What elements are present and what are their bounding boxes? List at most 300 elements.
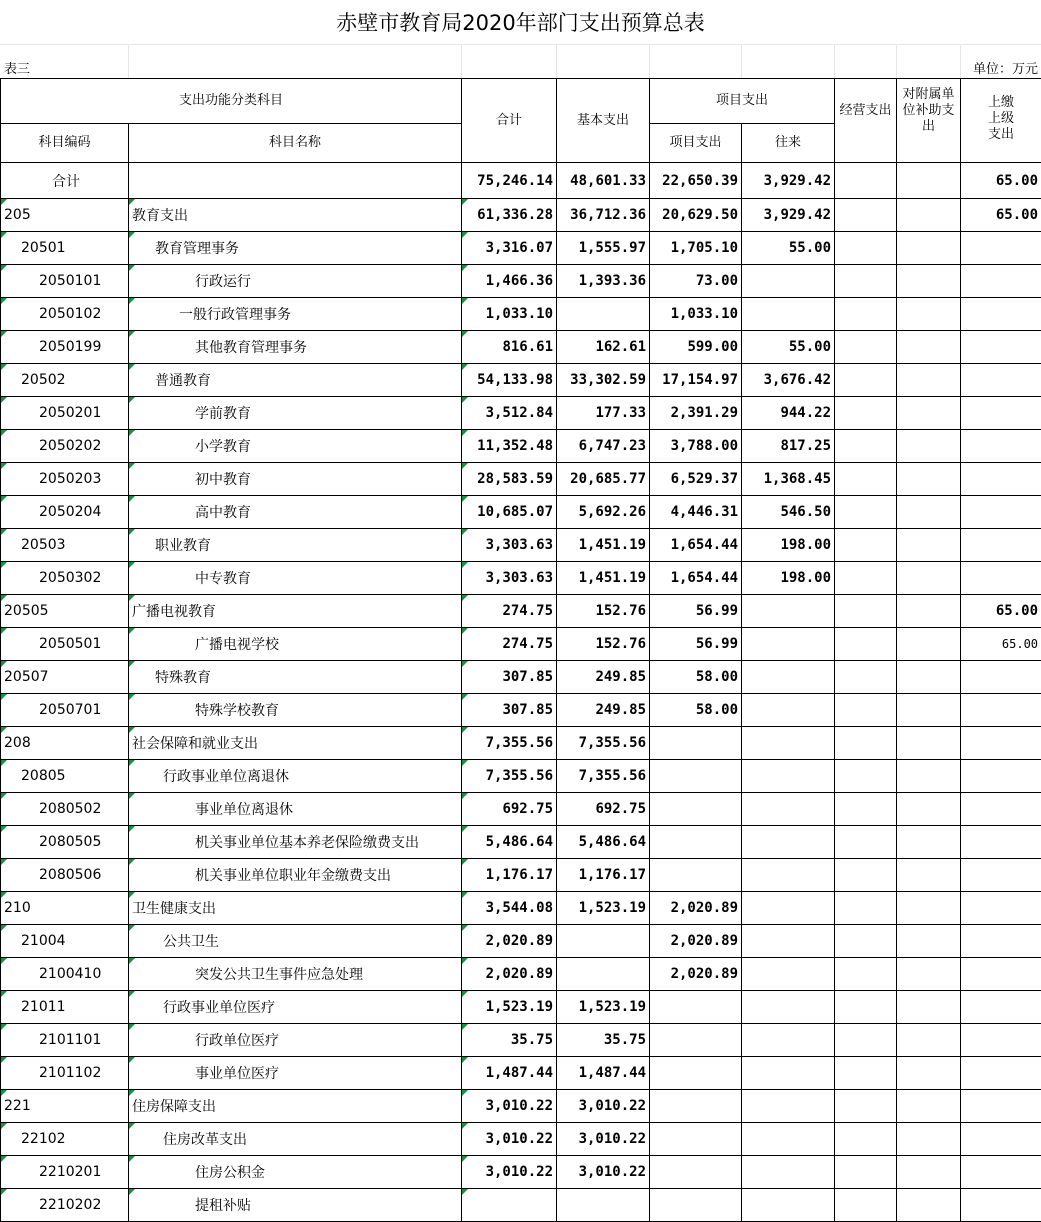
cell-subsidiary: [897, 1090, 961, 1123]
cell-code: 20805: [1, 760, 129, 793]
grid-line: [896, 44, 897, 78]
cell-operating: [835, 694, 897, 727]
cell-subsidiary: [897, 496, 961, 529]
cell-basic: 1,555.97: [557, 232, 650, 265]
cell-total: 3,512.84: [462, 397, 557, 430]
cell-upper: [961, 694, 1041, 727]
cell-total: 692.75: [462, 793, 557, 826]
cell-operating: [835, 397, 897, 430]
cell-subsidiary: [897, 1123, 961, 1156]
cell-project: [650, 1090, 742, 1123]
cell-transfer: [742, 661, 835, 694]
cell-code: 2080506: [1, 859, 129, 892]
cell-name: 行政运行: [129, 265, 462, 298]
cell-subsidiary: [897, 760, 961, 793]
cell-name: 其他教育管理事务: [129, 331, 462, 364]
cell-operating: [835, 1024, 897, 1057]
cell-subsidiary: [897, 958, 961, 991]
cell-total: 3,010.22: [462, 1156, 557, 1189]
cell-total: 3,316.07: [462, 232, 557, 265]
cell-basic: 177.33: [557, 397, 650, 430]
table-row: [1, 463, 1041, 496]
cell-code: 2050701: [1, 694, 129, 727]
cell-transfer: [742, 1057, 835, 1090]
cell-code: 合计: [1, 163, 129, 199]
table-row: [1, 595, 1041, 628]
cell-upper: [961, 826, 1041, 859]
cell-subsidiary: [897, 661, 961, 694]
cell-code: 2050204: [1, 496, 129, 529]
cell-total: 54,133.98: [462, 364, 557, 397]
cell-subsidiary: [897, 1156, 961, 1189]
cell-basic: 1,176.17: [557, 859, 650, 892]
cell-subsidiary: [897, 1189, 961, 1222]
cell-upper: [961, 331, 1041, 364]
cell-basic: 5,692.26: [557, 496, 650, 529]
cell-transfer: [742, 265, 835, 298]
cell-basic: 35.75: [557, 1024, 650, 1057]
cell-total: 28,583.59: [462, 463, 557, 496]
cell-basic: 152.76: [557, 628, 650, 661]
cell-basic: 1,523.19: [557, 991, 650, 1024]
grid-line: [128, 44, 129, 78]
cell-name: 普通教育: [129, 364, 462, 397]
cell-name: 住房改革支出: [129, 1123, 462, 1156]
cell-upper: [961, 562, 1041, 595]
cell-total: 61,336.28: [462, 199, 557, 232]
cell-code: 2050201: [1, 397, 129, 430]
cell-subsidiary: [897, 397, 961, 430]
cell-subsidiary: [897, 199, 961, 232]
cell-transfer: 3,676.42: [742, 364, 835, 397]
cell-operating: [835, 562, 897, 595]
cell-project: 1,033.10: [650, 298, 742, 331]
cell-basic: 7,355.56: [557, 760, 650, 793]
cell-operating: [835, 595, 897, 628]
cell-total: 3,303.63: [462, 562, 557, 595]
cell-total: 7,355.56: [462, 760, 557, 793]
cell-code: 2210201: [1, 1156, 129, 1189]
cell-basic: 3,010.22: [557, 1123, 650, 1156]
cell-basic: 5,486.64: [557, 826, 650, 859]
table-row: [1, 694, 1041, 727]
cell-project: [650, 1057, 742, 1090]
cell-name: 突发公共卫生事件应急处理: [129, 958, 462, 991]
cell-upper: 65.00: [961, 628, 1041, 661]
header-subsidiary: 对附属单位补助支出: [897, 79, 961, 163]
table-row: [1, 331, 1041, 364]
cell-project: 73.00: [650, 265, 742, 298]
cell-name: 机关事业单位职业年金缴费支出: [129, 859, 462, 892]
cell-total: 75,246.14: [462, 163, 557, 199]
table-row: [1, 1024, 1041, 1057]
table-row: [1, 529, 1041, 562]
cell-transfer: [742, 1156, 835, 1189]
cell-project: 58.00: [650, 694, 742, 727]
cell-operating: [835, 331, 897, 364]
table-row: [1, 958, 1041, 991]
cell-operating: [835, 859, 897, 892]
cell-subsidiary: [897, 562, 961, 595]
cell-code: 21011: [1, 991, 129, 1024]
cell-basic: 162.61: [557, 331, 650, 364]
cell-code: 2101102: [1, 1057, 129, 1090]
table-row: [1, 364, 1041, 397]
cell-basic: 1,451.19: [557, 529, 650, 562]
cell-transfer: [742, 958, 835, 991]
cell-total: 35.75: [462, 1024, 557, 1057]
cell-subsidiary: [897, 1057, 961, 1090]
cell-basic: 3,010.22: [557, 1090, 650, 1123]
grid-line: [960, 44, 961, 78]
cell-total: 3,010.22: [462, 1090, 557, 1123]
cell-total: 816.61: [462, 331, 557, 364]
cell-project: [650, 859, 742, 892]
cell-code: 22102: [1, 1123, 129, 1156]
cell-transfer: [742, 1189, 835, 1222]
table-row: [1, 1090, 1041, 1123]
cell-transfer: [742, 1024, 835, 1057]
cell-basic: 20,685.77: [557, 463, 650, 496]
header-code: 科目编码: [1, 124, 129, 163]
cell-basic: 249.85: [557, 694, 650, 727]
cell-name: 学前教育: [129, 397, 462, 430]
cell-name: 特殊教育: [129, 661, 462, 694]
cell-code: 2050102: [1, 298, 129, 331]
cell-total: 1,176.17: [462, 859, 557, 892]
table-row: [1, 298, 1041, 331]
header-upper: 上缴上级支出: [961, 79, 1041, 163]
table-row: [1, 859, 1041, 892]
cell-project: 22,650.39: [650, 163, 742, 199]
header-operating: 经营支出: [835, 79, 897, 163]
cell-code: 2080502: [1, 793, 129, 826]
cell-code: 21004: [1, 925, 129, 958]
cell-name: 广播电视学校: [129, 628, 462, 661]
cell-project: [650, 793, 742, 826]
cell-code: 2050501: [1, 628, 129, 661]
cell-subsidiary: [897, 892, 961, 925]
cell-project: 2,020.89: [650, 958, 742, 991]
cell-name: 提租补贴: [129, 1189, 462, 1222]
cell-upper: 65.00: [961, 163, 1041, 199]
grid-line: [461, 44, 462, 78]
cell-code: 2050199: [1, 331, 129, 364]
cell-transfer: [742, 793, 835, 826]
table-row: [1, 1123, 1041, 1156]
cell-name: 一般行政管理事务: [129, 298, 462, 331]
cell-operating: [835, 199, 897, 232]
cell-operating: [835, 496, 897, 529]
cell-operating: [835, 529, 897, 562]
cell-basic: [557, 958, 650, 991]
cell-transfer: 55.00: [742, 232, 835, 265]
cell-upper: [961, 991, 1041, 1024]
cell-subsidiary: [897, 331, 961, 364]
cell-name: 卫生健康支出: [129, 892, 462, 925]
table-row: [1, 199, 1041, 232]
cell-operating: [835, 463, 897, 496]
cell-subsidiary: [897, 163, 961, 199]
cell-name: 广播电视教育: [129, 595, 462, 628]
cell-operating: [835, 163, 897, 199]
table-row: [1, 991, 1041, 1024]
table-row: [1, 1189, 1041, 1222]
cell-basic: 1,523.19: [557, 892, 650, 925]
cell-code: 2050203: [1, 463, 129, 496]
cell-transfer: [742, 595, 835, 628]
cell-name: 社会保障和就业支出: [129, 727, 462, 760]
cell-name: 初中教育: [129, 463, 462, 496]
cell-project: 599.00: [650, 331, 742, 364]
cell-operating: [835, 364, 897, 397]
cell-project: [650, 1024, 742, 1057]
cell-total: 1,523.19: [462, 991, 557, 1024]
cell-basic: 48,601.33: [557, 163, 650, 199]
cell-name: 住房公积金: [129, 1156, 462, 1189]
cell-total: 7,355.56: [462, 727, 557, 760]
cell-project: 56.99: [650, 628, 742, 661]
cell-subsidiary: [897, 859, 961, 892]
cell-transfer: 1,368.45: [742, 463, 835, 496]
cell-project: 2,020.89: [650, 892, 742, 925]
cell-upper: [961, 364, 1041, 397]
cell-total: 1,466.36: [462, 265, 557, 298]
cell-name: 行政事业单位医疗: [129, 991, 462, 1024]
table-row: [1, 430, 1041, 463]
cell-code: 20501: [1, 232, 129, 265]
cell-project: 1,654.44: [650, 529, 742, 562]
cell-subsidiary: [897, 925, 961, 958]
cell-subsidiary: [897, 364, 961, 397]
cell-total: 274.75: [462, 628, 557, 661]
cell-upper: [961, 793, 1041, 826]
cell-total: [462, 1189, 557, 1222]
cell-upper: [961, 463, 1041, 496]
cell-upper: 65.00: [961, 199, 1041, 232]
cell-upper: [961, 1123, 1041, 1156]
table-row: [1, 562, 1041, 595]
cell-upper: [961, 760, 1041, 793]
cell-upper: [961, 430, 1041, 463]
cell-basic: 1,393.36: [557, 265, 650, 298]
table-row: [1, 760, 1041, 793]
cell-operating: [835, 298, 897, 331]
cell-transfer: 55.00: [742, 331, 835, 364]
cell-upper: [961, 859, 1041, 892]
cell-basic: [557, 298, 650, 331]
cell-code: 2050202: [1, 430, 129, 463]
header-basic: 基本支出: [557, 79, 650, 163]
cell-transfer: [742, 1090, 835, 1123]
cell-project: [650, 826, 742, 859]
cell-project: 2,020.89: [650, 925, 742, 958]
cell-name: 小学教育: [129, 430, 462, 463]
table-row: [1, 265, 1041, 298]
cell-upper: [961, 232, 1041, 265]
cell-basic: 1,487.44: [557, 1057, 650, 1090]
cell-transfer: [742, 694, 835, 727]
cell-basic: 36,712.36: [557, 199, 650, 232]
cell-operating: [835, 991, 897, 1024]
meta-row: [0, 44, 1041, 78]
cell-transfer: [742, 826, 835, 859]
cell-upper: [961, 529, 1041, 562]
table-row: [1, 397, 1041, 430]
cell-name: 特殊学校教育: [129, 694, 462, 727]
cell-upper: [961, 397, 1041, 430]
cell-code: 205: [1, 199, 129, 232]
cell-operating: [835, 1057, 897, 1090]
cell-total: 1,487.44: [462, 1057, 557, 1090]
table-row: [1, 628, 1041, 661]
table-row: [1, 232, 1041, 265]
cell-operating: [835, 892, 897, 925]
header-total: 合计: [462, 79, 557, 163]
cell-subsidiary: [897, 793, 961, 826]
header-func-group: 支出功能分类科目: [1, 79, 462, 124]
grid-line: [834, 44, 835, 78]
cell-transfer: [742, 298, 835, 331]
cell-total: 274.75: [462, 595, 557, 628]
cell-total: 1,033.10: [462, 298, 557, 331]
budget-table: [0, 78, 1041, 1222]
cell-name: 教育管理事务: [129, 232, 462, 265]
cell-code: 221: [1, 1090, 129, 1123]
cell-basic: 152.76: [557, 595, 650, 628]
table-row: [1, 892, 1041, 925]
cell-operating: [835, 1189, 897, 1222]
cell-operating: [835, 661, 897, 694]
cell-subsidiary: [897, 463, 961, 496]
cell-code: 208: [1, 727, 129, 760]
cell-subsidiary: [897, 298, 961, 331]
cell-transfer: 3,929.42: [742, 199, 835, 232]
cell-transfer: 546.50: [742, 496, 835, 529]
cell-subsidiary: [897, 595, 961, 628]
cell-code: 20502: [1, 364, 129, 397]
cell-transfer: [742, 1123, 835, 1156]
table-body: [1, 163, 1041, 1222]
grid-line: [741, 44, 742, 78]
cell-project: 58.00: [650, 661, 742, 694]
cell-operating: [835, 958, 897, 991]
cell-total: 2,020.89: [462, 958, 557, 991]
cell-subsidiary: [897, 1024, 961, 1057]
cell-name: 教育支出: [129, 199, 462, 232]
cell-code: 2050302: [1, 562, 129, 595]
cell-upper: [961, 298, 1041, 331]
cell-code: 210: [1, 892, 129, 925]
cell-name: 事业单位离退休: [129, 793, 462, 826]
cell-project: [650, 1156, 742, 1189]
cell-code: 20505: [1, 595, 129, 628]
cell-upper: [961, 661, 1041, 694]
cell-basic: [557, 1189, 650, 1222]
cell-name: 行政事业单位离退休: [129, 760, 462, 793]
cell-total: 11,352.48: [462, 430, 557, 463]
cell-basic: 33,302.59: [557, 364, 650, 397]
cell-code: 2050101: [1, 265, 129, 298]
table-row: [1, 163, 1041, 199]
cell-transfer: [742, 760, 835, 793]
cell-project: 20,629.50: [650, 199, 742, 232]
cell-operating: [835, 265, 897, 298]
table-row: [1, 727, 1041, 760]
table-row: [1, 925, 1041, 958]
cell-operating: [835, 232, 897, 265]
cell-basic: 3,010.22: [557, 1156, 650, 1189]
header-project-group: 项目支出: [650, 79, 835, 124]
cell-total: 2,020.89: [462, 925, 557, 958]
cell-transfer: [742, 727, 835, 760]
table-row: [1, 1057, 1041, 1090]
cell-subsidiary: [897, 991, 961, 1024]
cell-basic: [557, 925, 650, 958]
cell-upper: [961, 265, 1041, 298]
cell-subsidiary: [897, 265, 961, 298]
cell-operating: [835, 925, 897, 958]
cell-project: 4,446.31: [650, 496, 742, 529]
cell-operating: [835, 1090, 897, 1123]
cell-subsidiary: [897, 232, 961, 265]
cell-name: 住房保障支出: [129, 1090, 462, 1123]
page-title: 赤壁市教育局2020年部门支出预算总表: [0, 0, 1041, 45]
cell-name: 行政单位医疗: [129, 1024, 462, 1057]
cell-name: 事业单位医疗: [129, 1057, 462, 1090]
cell-total: 307.85: [462, 694, 557, 727]
cell-total: 307.85: [462, 661, 557, 694]
header-transfer: 往来: [742, 124, 835, 163]
table-row: [1, 1156, 1041, 1189]
cell-subsidiary: [897, 430, 961, 463]
cell-transfer: 944.22: [742, 397, 835, 430]
table-row: [1, 496, 1041, 529]
cell-name: 高中教育: [129, 496, 462, 529]
cell-upper: [961, 727, 1041, 760]
cell-subsidiary: [897, 727, 961, 760]
cell-project: [650, 1123, 742, 1156]
cell-transfer: 3,929.42: [742, 163, 835, 199]
cell-code: 2100410: [1, 958, 129, 991]
cell-operating: [835, 1156, 897, 1189]
cell-subsidiary: [897, 826, 961, 859]
cell-name: 职业教育: [129, 529, 462, 562]
grid-line: [556, 44, 557, 78]
cell-operating: [835, 760, 897, 793]
cell-operating: [835, 826, 897, 859]
cell-total: 3,544.08: [462, 892, 557, 925]
cell-upper: [961, 925, 1041, 958]
cell-operating: [835, 1123, 897, 1156]
cell-code: 2101101: [1, 1024, 129, 1057]
cell-operating: [835, 628, 897, 661]
cell-operating: [835, 727, 897, 760]
cell-transfer: [742, 859, 835, 892]
cell-transfer: 198.00: [742, 529, 835, 562]
table-row: [1, 793, 1041, 826]
cell-basic: 692.75: [557, 793, 650, 826]
cell-upper: [961, 1057, 1041, 1090]
cell-upper: [961, 1090, 1041, 1123]
cell-code: 20503: [1, 529, 129, 562]
cell-operating: [835, 793, 897, 826]
cell-project: 6,529.37: [650, 463, 742, 496]
cell-project: [650, 1189, 742, 1222]
cell-basic: 7,355.56: [557, 727, 650, 760]
cell-basic: 6,747.23: [557, 430, 650, 463]
cell-total: 3,303.63: [462, 529, 557, 562]
